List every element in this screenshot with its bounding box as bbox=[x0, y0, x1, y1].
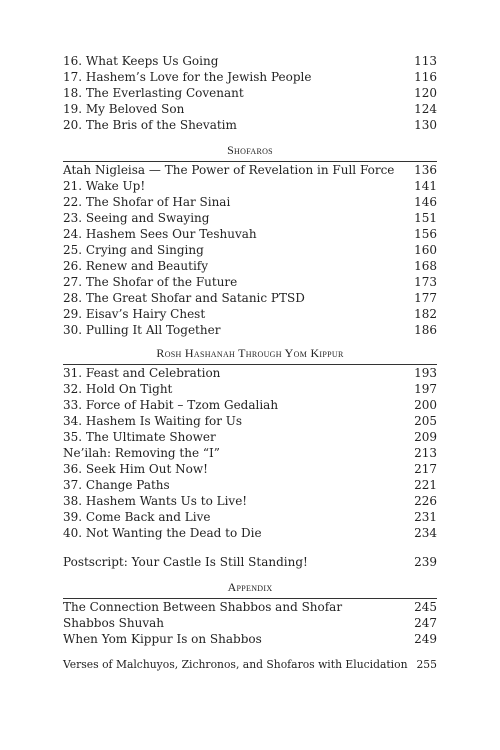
entry-title: 16. What Keeps Us Going bbox=[63, 54, 219, 68]
entry-title: 23. Seeing and Swaying bbox=[63, 211, 210, 225]
toc-entry bbox=[63, 413, 437, 429]
entry-title: 36. Seek Him Out Now! bbox=[63, 462, 208, 476]
entry-page: 156 bbox=[414, 227, 437, 241]
toc-entry bbox=[63, 525, 437, 541]
entry-title: 32. Hold On Tight bbox=[63, 382, 173, 396]
entry-page: 120 bbox=[414, 86, 437, 100]
toc-entry bbox=[63, 242, 437, 258]
entry-title: 29. Eisav’s Hairy Chest bbox=[63, 307, 206, 321]
entry-page: 249 bbox=[414, 632, 437, 646]
entry-page: 255 bbox=[416, 658, 437, 671]
toc-entry bbox=[63, 322, 437, 338]
entry-page: 141 bbox=[414, 179, 437, 193]
toc-entry bbox=[63, 290, 437, 306]
entry-page: 221 bbox=[414, 478, 437, 492]
toc-entry bbox=[63, 162, 437, 178]
entry-title: 30. Pulling It All Together bbox=[63, 323, 221, 337]
toc-entry bbox=[63, 445, 437, 461]
entry-title: 40. Not Wanting the Dead to Die bbox=[63, 526, 262, 540]
entry-title: Verses of Malchuyos, Zichronos, and Shofaros with Elucidation bbox=[63, 658, 408, 671]
section-heading-appendix: Appendix bbox=[227, 580, 273, 594]
toc-entry bbox=[63, 306, 437, 322]
entry-title: 18. The Everlasting Covenant bbox=[63, 86, 244, 100]
toc-entry bbox=[63, 101, 437, 117]
entry-title: 19. My Beloved Son bbox=[63, 102, 185, 116]
toc-entry bbox=[63, 194, 437, 210]
entry-title: 31. Feast and Celebration bbox=[63, 366, 221, 380]
entry-page: 226 bbox=[414, 494, 437, 508]
entry-title: 25. Crying and Singing bbox=[63, 243, 204, 257]
entry-title: 27. The Shofar of the Future bbox=[63, 275, 238, 289]
entry-title: 21. Wake Up! bbox=[63, 179, 146, 193]
entry-page: 151 bbox=[414, 211, 437, 225]
toc-entry bbox=[63, 397, 437, 413]
entry-page: 130 bbox=[414, 118, 437, 132]
toc-entry bbox=[63, 210, 437, 226]
toc-entry bbox=[63, 69, 437, 85]
entry-page: 197 bbox=[414, 382, 437, 396]
entry-page: 247 bbox=[414, 616, 437, 630]
entry-title: 17. Hashem’s Love for the Jewish People bbox=[63, 70, 312, 84]
entry-page: 213 bbox=[414, 446, 437, 460]
entry-page: 113 bbox=[414, 54, 437, 68]
toc-entry bbox=[63, 178, 437, 194]
entry-title: 26. Renew and Beautify bbox=[63, 259, 209, 273]
entry-title: 22. The Shofar of Har Sinai bbox=[63, 195, 231, 209]
section-heading-rosh-hashanah: Rosh Hashanah Through Yom Kippur bbox=[156, 346, 344, 360]
entry-page: 182 bbox=[414, 307, 437, 321]
entry-page: 160 bbox=[414, 243, 437, 257]
entry-page: 205 bbox=[414, 414, 437, 428]
entry-title: 28. The Great Shofar and Satanic PTSD bbox=[63, 291, 305, 305]
entry-page: 231 bbox=[414, 510, 437, 524]
entry-page: 168 bbox=[414, 259, 437, 273]
entry-page: 136 bbox=[414, 163, 437, 177]
entry-title: Ne’ilah: Removing the “I” bbox=[63, 446, 220, 460]
section-heading-shofaros: Shofaros bbox=[227, 143, 273, 157]
entry-page: 209 bbox=[414, 430, 437, 444]
entry-page: 193 bbox=[414, 366, 437, 380]
toc-entry bbox=[63, 599, 437, 615]
entry-title: 39. Come Back and Live bbox=[63, 510, 211, 524]
entry-title: The Connection Between Shabbos and Shofar bbox=[63, 600, 343, 614]
toc-entry bbox=[63, 493, 437, 509]
entry-page: 177 bbox=[414, 291, 437, 305]
toc-entry bbox=[63, 274, 437, 290]
entry-title: 34. Hashem Is Waiting for Us bbox=[63, 414, 243, 428]
entry-page: 217 bbox=[414, 462, 437, 476]
entry-title: Atah Nigleisa — The Power of Revelation in Full Force bbox=[63, 163, 395, 177]
entry-page: 186 bbox=[414, 323, 437, 337]
entry-title: 20. The Bris of the Shevatim bbox=[63, 118, 237, 132]
toc-entry bbox=[63, 381, 437, 397]
entry-page: 239 bbox=[414, 555, 437, 569]
entry-title: 37. Change Paths bbox=[63, 478, 170, 492]
entry-title: 35. The Ultimate Shower bbox=[63, 430, 216, 444]
entry-page: 234 bbox=[414, 526, 437, 540]
toc-entry bbox=[63, 461, 437, 477]
toc-entry bbox=[63, 53, 437, 69]
toc-entry bbox=[63, 477, 437, 493]
entry-title: When Yom Kippur Is on Shabbos bbox=[63, 632, 262, 646]
toc-entry-postscript bbox=[63, 554, 437, 570]
toc-entry bbox=[63, 429, 437, 445]
entry-page: 124 bbox=[414, 102, 437, 116]
entry-title: 33. Force of Habit – Tzom Gedaliah bbox=[63, 398, 279, 412]
entry-page: 173 bbox=[414, 275, 437, 289]
entry-title: Postscript: Your Castle Is Still Standing! bbox=[63, 555, 308, 569]
toc-entry bbox=[63, 258, 437, 274]
toc-entry bbox=[63, 365, 437, 381]
toc-entry bbox=[63, 85, 437, 101]
entry-page: 200 bbox=[414, 398, 437, 412]
entry-page: 116 bbox=[414, 70, 437, 84]
entry-title: Shabbos Shuvah bbox=[63, 616, 165, 630]
entry-page: 146 bbox=[414, 195, 437, 209]
toc-entry bbox=[63, 615, 437, 631]
toc-entry-verses bbox=[63, 657, 437, 673]
toc-entry bbox=[63, 509, 437, 525]
entry-title: 38. Hashem Wants Us to Live! bbox=[63, 494, 248, 508]
entry-page: 245 bbox=[414, 600, 437, 614]
toc-entry bbox=[63, 117, 437, 133]
entry-title: 24. Hashem Sees Our Teshuvah bbox=[63, 227, 257, 241]
toc-entry bbox=[63, 631, 437, 647]
toc-entry bbox=[63, 226, 437, 242]
